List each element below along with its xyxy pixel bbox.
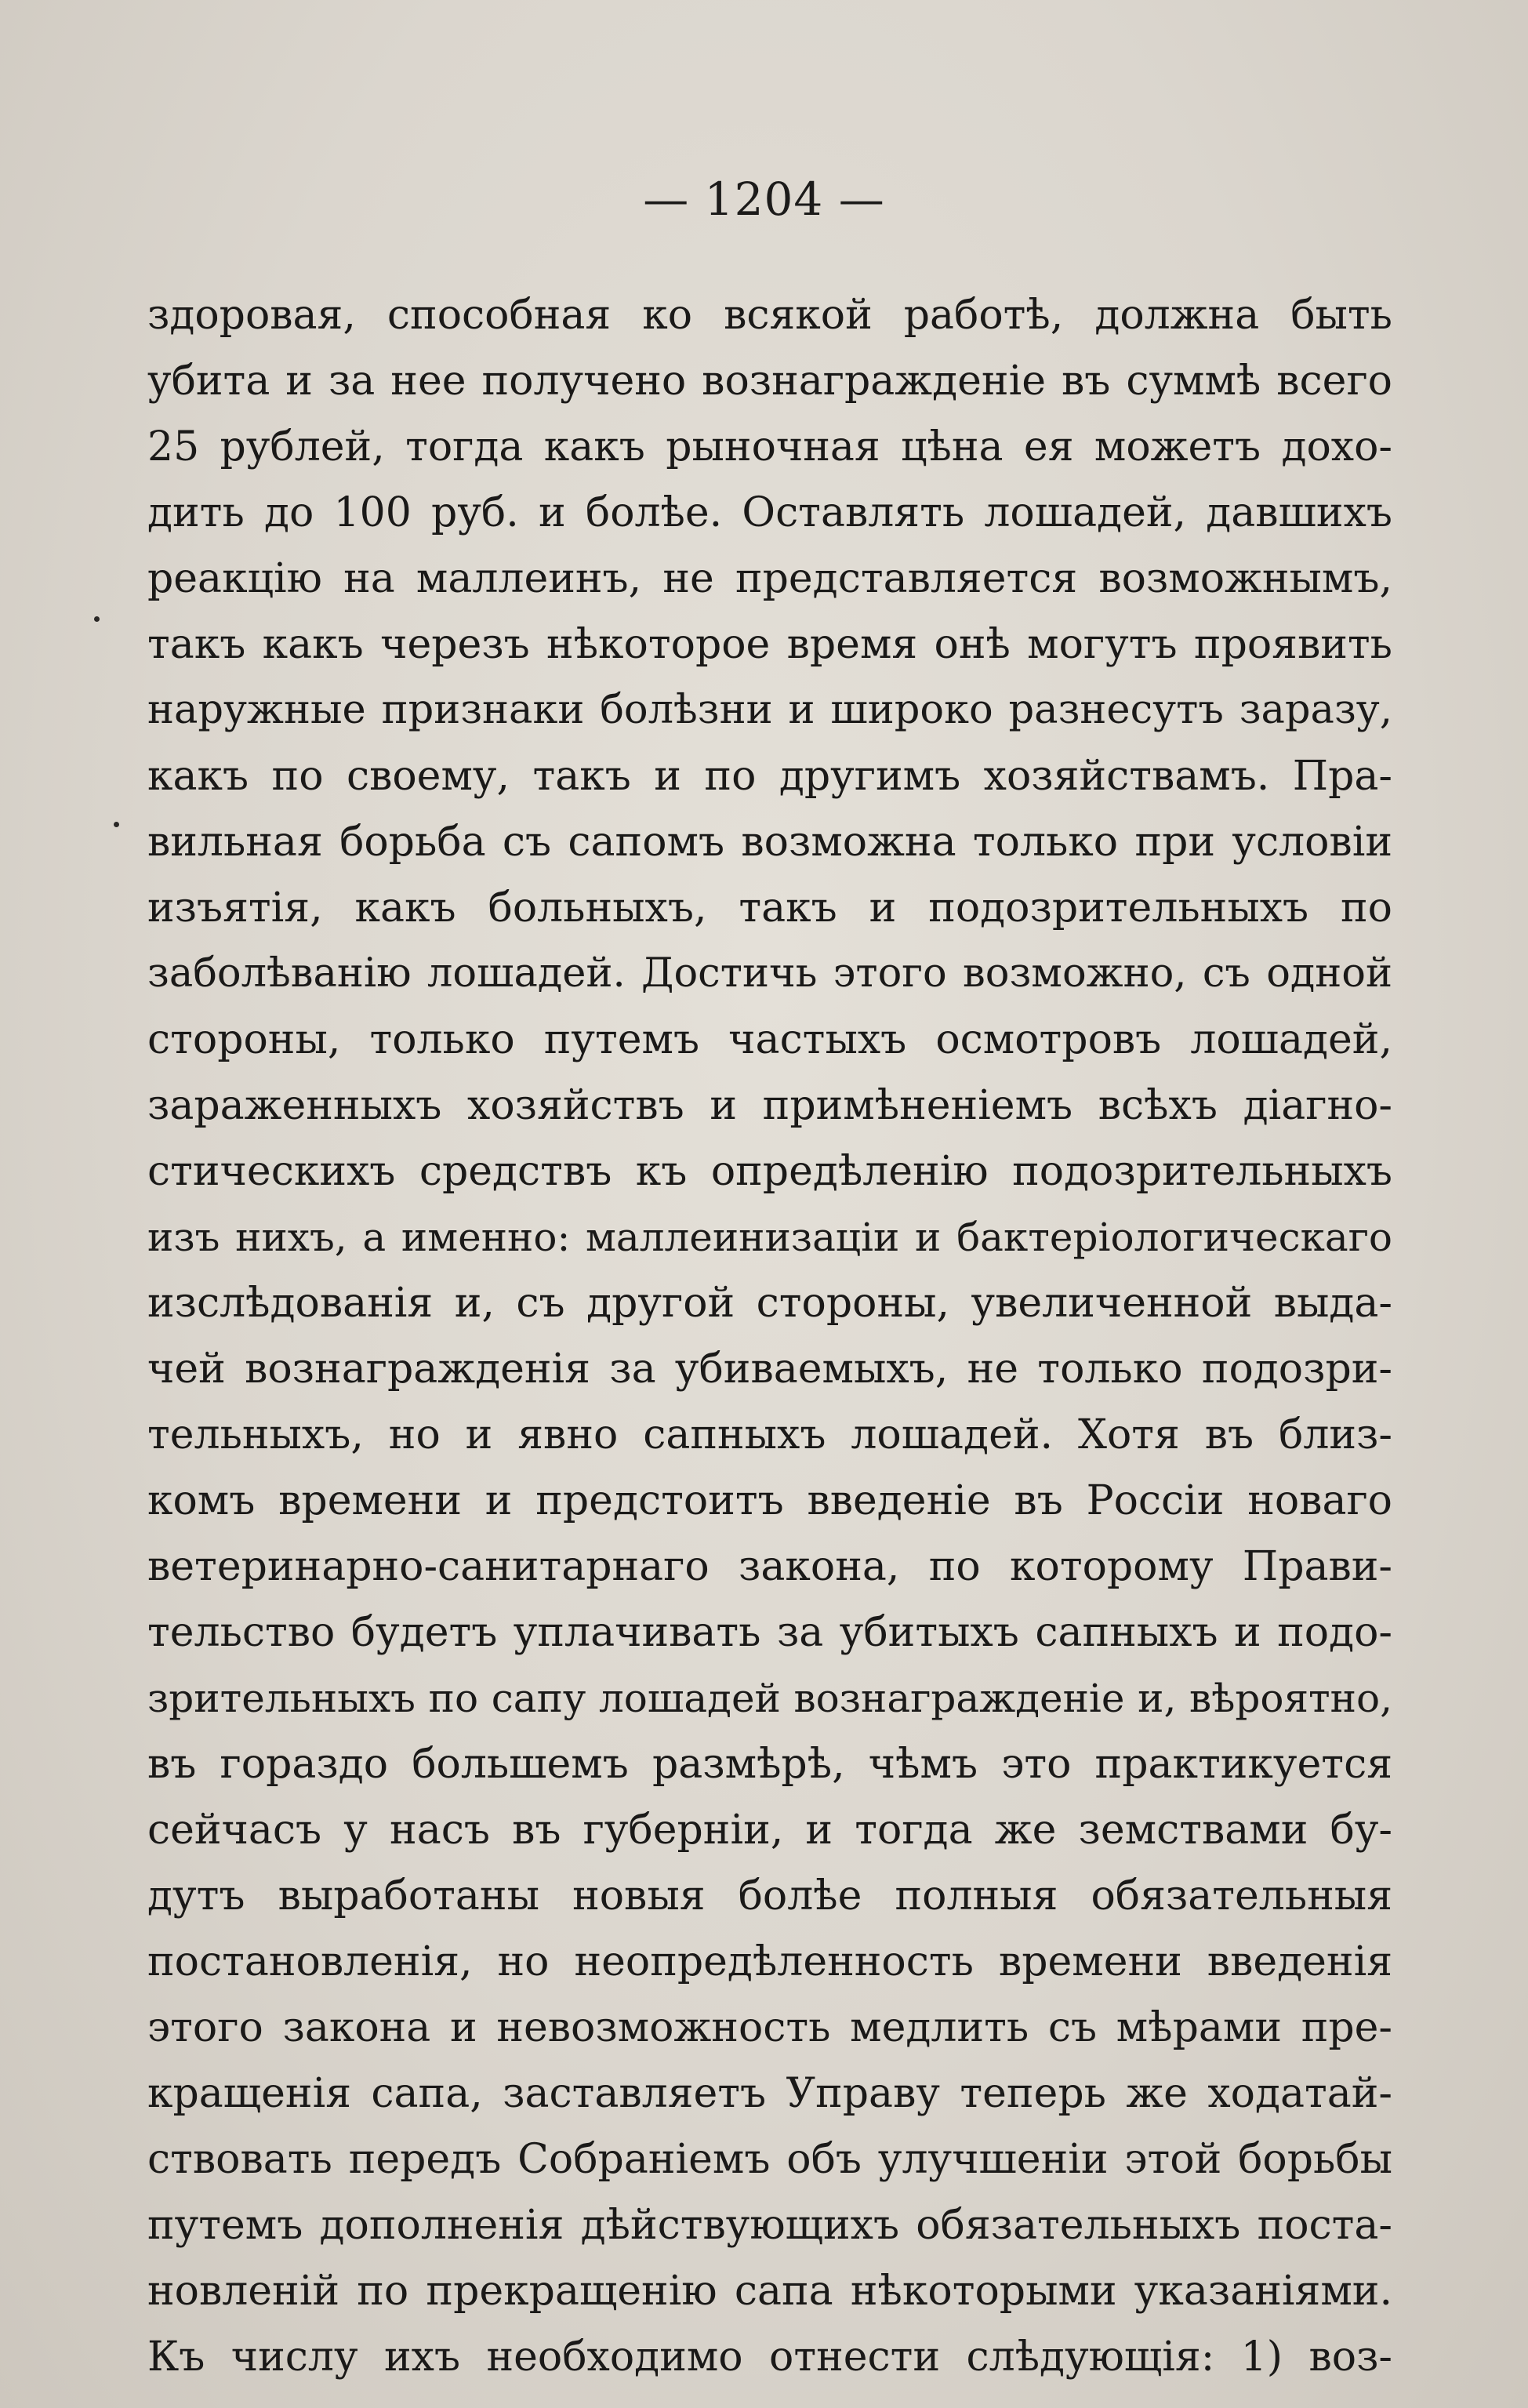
text-line: реакцію на маллеинъ, не представляется возможнымъ, [147,555,1392,602]
text-line: комъ времени и предстоитъ введеніе въ Россіи новаго [147,1477,1392,1524]
body-text [147,282,1392,2390]
text-line: ветеринарно-санитарнаго закона, по которому Прави- [147,1543,1392,1590]
text-line: изъ нихъ, а именно: маллеинизаціи и бактеріологическаго [147,1215,1392,1260]
text-line: стическихъ средствъ къ опредѣленію подозрительныхъ [147,1148,1392,1195]
text-line: здоровая, способная ко всякой работѣ, должна быть [147,292,1392,339]
text-line: дить до 100 руб. и болѣе. Оставлять лошадей, давшихъ [147,489,1392,536]
text-line: этого закона и невозможность медлить съ мѣрами пре- [147,2004,1392,2051]
text-line: новленій по прекращенію сапа нѣкоторыми указаніями. [147,2268,1392,2315]
text-line: постановленія, но неопредѣленность времени введенія [147,1938,1392,1985]
text-line: заболѣванію лошадей. Достичь этого возможно, съ одной [147,950,1392,997]
text-line: чей вознагражденія за убиваемыхъ, не только подозри- [147,1346,1392,1393]
text-line: вильная борьба съ сапомъ возможна только при условіи [147,819,1392,866]
text-line: Къ числу ихъ необходимо отнести слѣдующія: 1) воз- [147,2334,1392,2381]
text-line: стороны, только путемъ частыхъ осмотровъ лошадей, [147,1016,1392,1063]
text-line: кращенія сапа, заставляетъ Управу теперь же ходатай- [147,2070,1392,2117]
text-line: ствовать передъ Собраніемъ объ улучшеніи этой борьбы [147,2136,1392,2183]
text-line: зараженныхъ хозяйствъ и примѣненіемъ всѣхъ діагно- [147,1082,1392,1129]
text-line: зрительныхъ по сапу лошадей вознагражденіе и, вѣроятно, [147,1676,1392,1721]
text-line: изслѣдованія и, съ другой стороны, увеличенной выда- [147,1280,1392,1327]
text-line: такъ какъ черезъ нѣкоторое время онѣ могутъ проявить [147,621,1392,668]
text-line: дутъ выработаны новыя болѣе полныя обязательныя [147,1872,1392,1919]
text-line: убита и за нее получено вознагражденіе въ суммѣ всего [147,358,1392,405]
page-number: — 1204 — [643,173,885,226]
text-line: наружные признаки болѣзни и широко разнесутъ заразу, [147,687,1392,733]
text-line: въ гораздо большемъ размѣрѣ, чѣмъ это практикуется [147,1741,1392,1788]
text-line: какъ по своему, такъ и по другимъ хозяйствамъ. Пра- [147,753,1392,800]
print-speck [114,822,119,827]
text-line: сейчасъ у насъ въ губерніи, и тогда же земствами бу- [147,1807,1392,1854]
text-line: 25 рублей, тогда какъ рыночная цѣна ея можетъ дохо- [147,423,1392,470]
text-line: тельство будетъ уплачивать за убитыхъ сапныхъ и подо- [147,1609,1392,1656]
text-line: изъятія, какъ больныхъ, такъ и подозрительныхъ по [147,884,1392,932]
print-speck [94,616,100,622]
text-line: тельныхъ, но и явно сапныхъ лошадей. Хотя въ близ- [147,1411,1392,1458]
text-line: путемъ дополненія дѣйствующихъ обязательныхъ поста- [147,2202,1392,2249]
